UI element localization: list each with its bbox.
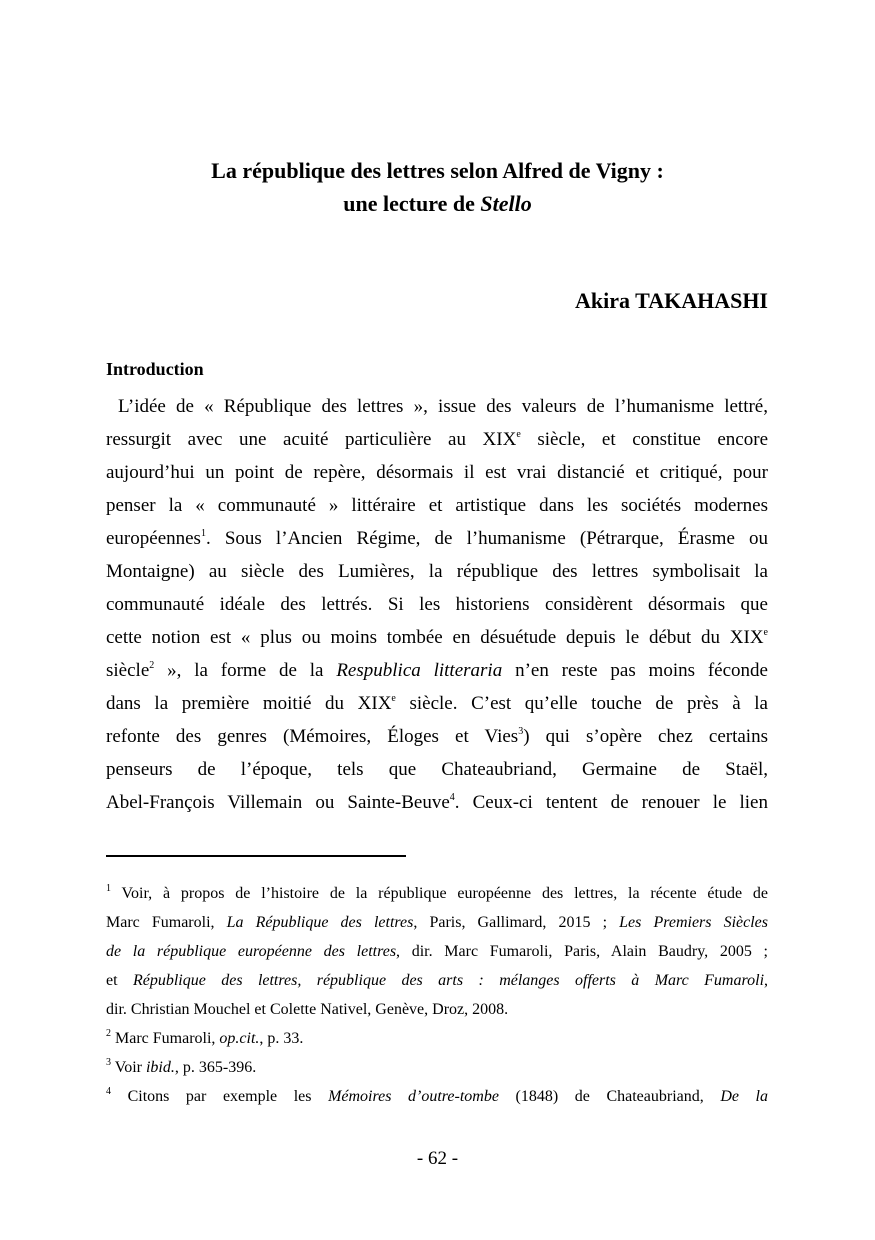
italic-text: Les Premiers Siècles [619,914,769,931]
text-segment: n’en reste pas moins féconde [502,660,768,681]
footnote-line [106,879,768,908]
text-segment: , p. 365-396. [174,1059,257,1076]
paragraph-line [106,588,768,621]
italic-text: de la république européenne des lettres [106,943,397,960]
paragraph-line [106,456,768,489]
italic-text: La République des lettres [226,914,414,931]
text-segment: siècle. C’est qu’elle touche de près à la [395,693,768,714]
paragraph-line [106,555,768,588]
footnote-line [106,1053,768,1082]
note-reference: 2 [106,1028,111,1039]
footnote-line [106,937,768,966]
title-prefix: une lecture de [343,191,481,216]
text-segment: cette notion est « plus ou moins tombée en désuétude depuis le début du XIX [106,627,764,648]
note-reference: e [763,627,768,638]
section-heading: Introduction [106,359,204,379]
italic-text: Respublica litteraria [336,660,503,681]
paragraph-line [106,720,768,753]
italic-text: De la [720,1088,769,1105]
text-segment: ) qui s’opère chez certains [523,726,768,747]
text-segment: Voir [111,1059,146,1076]
text-segment: (1848) de Chateaubriand, [498,1088,721,1105]
text-segment: », la forme de la [154,660,337,681]
note-reference: 4 [449,792,455,803]
footnote-line [106,995,768,1024]
text-segment: , Paris, Gallimard, 2015 ; [413,914,620,931]
note-reference: 1 [106,883,111,894]
footnotes [106,879,768,1111]
paragraph-line [106,687,768,720]
footnote-line [106,1024,768,1053]
text-segment: siècle, et constitue encore [520,429,769,450]
footnote-line [106,1082,768,1111]
paragraph-line [106,423,768,456]
paragraph-line [106,621,768,654]
text-segment: Marc Fumaroli, [106,914,227,931]
text-segment: et [106,972,133,989]
paragraph-line [106,654,768,687]
text-segment: refonte des genres (Mémoires, Éloges et Vies [106,726,519,747]
note-reference: 3 [518,726,524,737]
text-segment: Voir, à propos de l’histoire de la république européenne des lettres, la récente étude de [111,885,768,902]
text-segment: dir. Christian Mouchel et Colette Nativel, Genève, Droz, 2008. [106,1001,509,1018]
footnote-line [106,908,768,937]
footnote-separator [106,855,406,857]
page-number: - 62 - [416,1148,459,1169]
italic-text: République des lettres, république des arts : mélanges offerts à Marc Fumaroli [132,972,765,989]
text-segment: Montaigne) au siècle des Lumières, la république des lettres symbolisait la [106,561,768,582]
title-work-name: Stello [480,191,532,216]
italic-text: Mémoires d’outre-tombe [328,1088,499,1105]
text-segment: , [764,972,769,989]
text-segment: européennes [106,528,201,549]
text-segment: communauté idéale des lettrés. Si les historiens considèrent désormais que [106,594,768,615]
text-segment: Marc Fumaroli, [111,1030,220,1047]
footnote-line [106,966,768,995]
text-segment: . Sous l’Ancien Régime, de l’humanisme (Pétrarque, Érasme ou [205,528,768,549]
text-segment: aujourd’hui un point de repère, désormais il est vrai distancié et critiqué, pour [106,462,768,483]
text-segment: ressurgit avec une acuité particulière au XIX [106,429,517,450]
note-reference: 3 [106,1057,111,1068]
paragraph-line [106,786,768,819]
text-segment: dans la première moitié du XIX [106,693,392,714]
text-segment: L’idée de « République des lettres », issue des valeurs de l’humanisme lettré, [118,396,768,417]
note-reference: 4 [106,1086,111,1097]
text-segment: Abel-François Villemain ou Sainte-Beuve [106,792,450,813]
paragraph-line [106,522,768,555]
note-reference: e [516,429,521,440]
paragraph-line [106,390,768,423]
note-reference: e [391,693,396,704]
italic-text: ibid. [145,1059,175,1076]
text-segment: penseurs de l’époque, tels que Chateaubriand, Germaine de Staël, [106,759,768,780]
text-segment: . Ceux-ci tentent de renouer le lien [454,792,768,813]
text-segment: , p. 33. [259,1030,304,1047]
paragraph-line [106,753,768,786]
note-reference: 2 [149,660,155,671]
text-segment: siècle [106,660,150,681]
italic-text: op.cit. [219,1030,260,1047]
text-segment: , dir. Marc Fumaroli, Paris, Alain Baudry, 2005 ; [396,943,768,960]
note-reference: 1 [200,528,206,539]
body-text [106,390,768,819]
article-title-line-1: La république des lettres selon Alfred de Vigny : [211,158,664,183]
text-segment: Citons par exemple les [111,1088,329,1105]
article-title-line-2 [0,187,875,220]
text-segment: penser la « communauté » littéraire et artistique dans les sociétés modernes [106,495,768,516]
author-name: Akira TAKAHASHI [575,288,768,313]
paragraph-line [106,489,768,522]
